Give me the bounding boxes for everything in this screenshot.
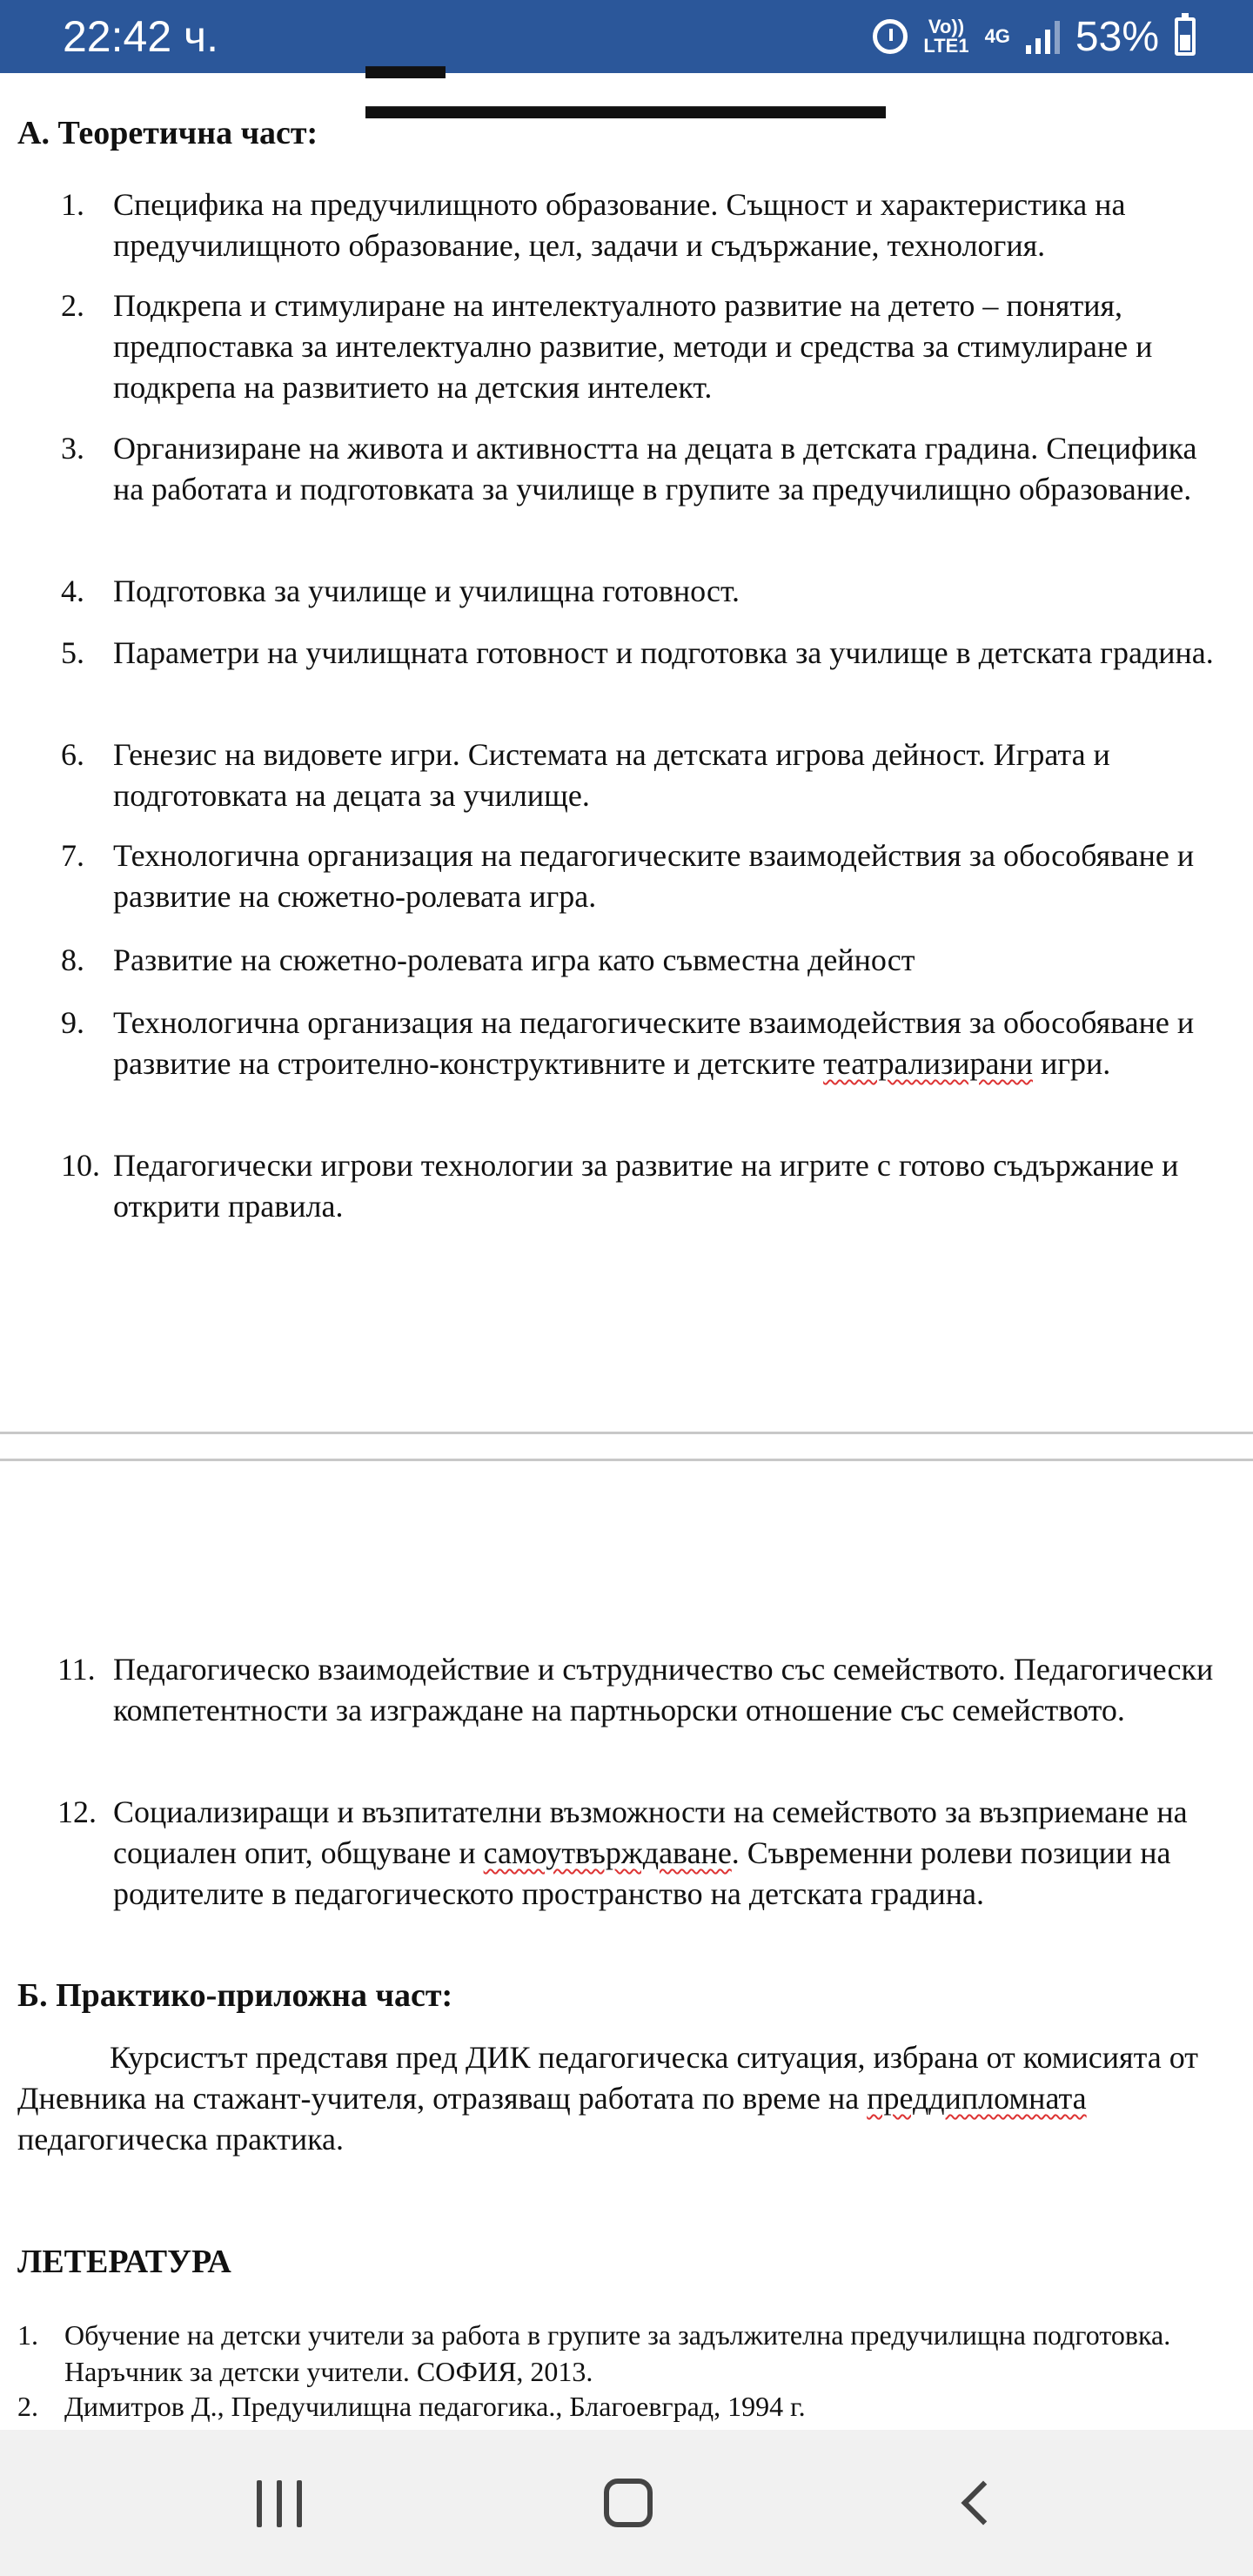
recent-apps-button[interactable] <box>257 2480 302 2527</box>
item-text: Педагогически игрови технологии за развитие на игрите с готово съдържание и открити правила. <box>113 1148 1179 1224</box>
item-number: 5. <box>61 635 84 670</box>
item-number: 6. <box>61 737 84 772</box>
item-text: Обучение на детски учители за работа в групите за задължителна предучилищна подготовка. Наръчник за детски учители. СОФИЯ, 2013. <box>64 2319 1171 2387</box>
list-item <box>61 835 1227 917</box>
item-text: Развитие на сюжетно-ролевата игра като съвместна дейност <box>113 943 915 977</box>
item-text-part: Социализиращи и възпитателни възможности на семейството за възприемане на социален опит, общуване и <box>113 1794 1188 1870</box>
item-text-part: . Съвременни ролеви позиции на родителите в педагогическото пространство на детската градина. <box>113 1835 1171 1911</box>
list-item <box>61 940 1227 981</box>
volte-label: Vo)) <box>928 16 965 37</box>
status-icons <box>873 9 1196 64</box>
item-number: 11. <box>57 1652 96 1687</box>
list-item <box>61 633 1227 674</box>
section-a-title: А. Теоретична част: <box>17 115 318 151</box>
item-text <box>113 1792 1227 1915</box>
item-number: 12. <box>57 1794 97 1829</box>
list-item <box>61 285 1227 408</box>
item-text: Организиране на живота и активността на децата в детската градина. Специфика на работата и подготовката за училище в групите за предучилищно образование. <box>113 431 1197 506</box>
spellcheck-word[interactable]: самоутвърждаване <box>483 1835 732 1870</box>
volte-indicator <box>923 17 968 56</box>
clock: 22:42 ч. <box>63 12 218 61</box>
section-b-paragraph <box>17 2037 1227 2160</box>
item-text: Генезис на видовете игри. Системата на детската игрова дейност. Играта и подготовката на децата за училище. <box>113 737 1110 813</box>
item-number: 4. <box>61 574 84 608</box>
item-number: 9. <box>61 1005 84 1040</box>
item-text <box>113 1003 1227 1084</box>
battery-icon <box>1175 17 1196 56</box>
item-number: 3. <box>61 431 84 466</box>
cropped-title-remnant: ▬▬ ▬▬▬▬▬▬▬▬▬▬▬▬▬ <box>365 43 886 127</box>
navigation-bar <box>0 2430 1253 2576</box>
list-item <box>57 1792 1227 1915</box>
list-item <box>61 184 1227 266</box>
literature-title: ЛЕТЕРАТУРА <box>17 2244 231 2280</box>
list-item <box>61 1003 1227 1084</box>
item-text: Подкрепа и стимулиране на интелектуалното развитие на детето – понятия, предпоставка за интелектуално развитие, методи и средства за стимулиране и подкрепа на развитието на детския интелект. <box>113 288 1153 405</box>
item-text: Специфика на предучилищното образование. Същност и характеристика на предучилищното образование, цел, задачи и съдържание, технология. <box>113 187 1126 263</box>
signal-icon <box>1026 19 1060 54</box>
spellcheck-word[interactable]: театрализирани <box>823 1046 1033 1081</box>
alarm-icon <box>873 19 908 54</box>
item-text: Педагогическо взаимодействие и сътрудничество със семейството. Педагогически компетентности за изграждане на партньорски отношение със семейството. <box>113 1652 1214 1727</box>
page-break <box>0 1432 1253 1461</box>
item-text-part: Технологична организация на педагогическите взаимодействия за обособяване и развитие на строително-конструктивните и детските <box>113 1005 1195 1081</box>
item-text: Димитров Д., Предучилищна педагогика., Благоевград, 1994 г. <box>64 2391 806 2422</box>
item-number: 8. <box>61 943 84 977</box>
list-item <box>57 1649 1227 1731</box>
literature-item <box>17 2317 1227 2390</box>
back-button[interactable] <box>962 2481 1006 2526</box>
section-b-title: Б. Практико-приложна част: <box>17 1977 453 2014</box>
item-number: 7. <box>61 838 84 873</box>
item-text-part: игри. <box>1032 1046 1111 1081</box>
battery-percent: 53% <box>1075 13 1159 60</box>
item-number: 1. <box>61 187 84 222</box>
list-item <box>61 428 1227 510</box>
item-text: Параметри на училищната готовност и подготовка за училище в детската градина. <box>113 635 1214 670</box>
item-number: 1. <box>17 2319 38 2351</box>
lte-label: LTE1 <box>923 35 969 57</box>
list-item <box>61 571 1227 612</box>
spellcheck-word[interactable]: преддипломната <box>867 2081 1087 2116</box>
item-number: 2. <box>61 288 84 323</box>
home-button[interactable] <box>604 2479 653 2527</box>
item-number: 10. <box>61 1148 100 1183</box>
literature-item <box>17 2388 1227 2425</box>
item-number: 2. <box>17 2391 38 2422</box>
item-text: Технологична организация на педагогическите взаимодействия за обособяване и развитие на сюжетно-ролевата игра. <box>113 838 1195 914</box>
list-item <box>61 735 1227 816</box>
item-text: Подготовка за училище и училищна готовност. <box>113 574 740 608</box>
paragraph-text: Курсистът представя пред ДИК педагогическа ситуация, избрана от комисията от Дневника на стажант-учителя, отразяващ работата по време на <box>17 2040 1199 2116</box>
paragraph-text: педагогическа практика. <box>17 2122 345 2157</box>
data-type-indicator: 4G <box>984 25 1010 47</box>
list-item <box>61 1145 1227 1227</box>
